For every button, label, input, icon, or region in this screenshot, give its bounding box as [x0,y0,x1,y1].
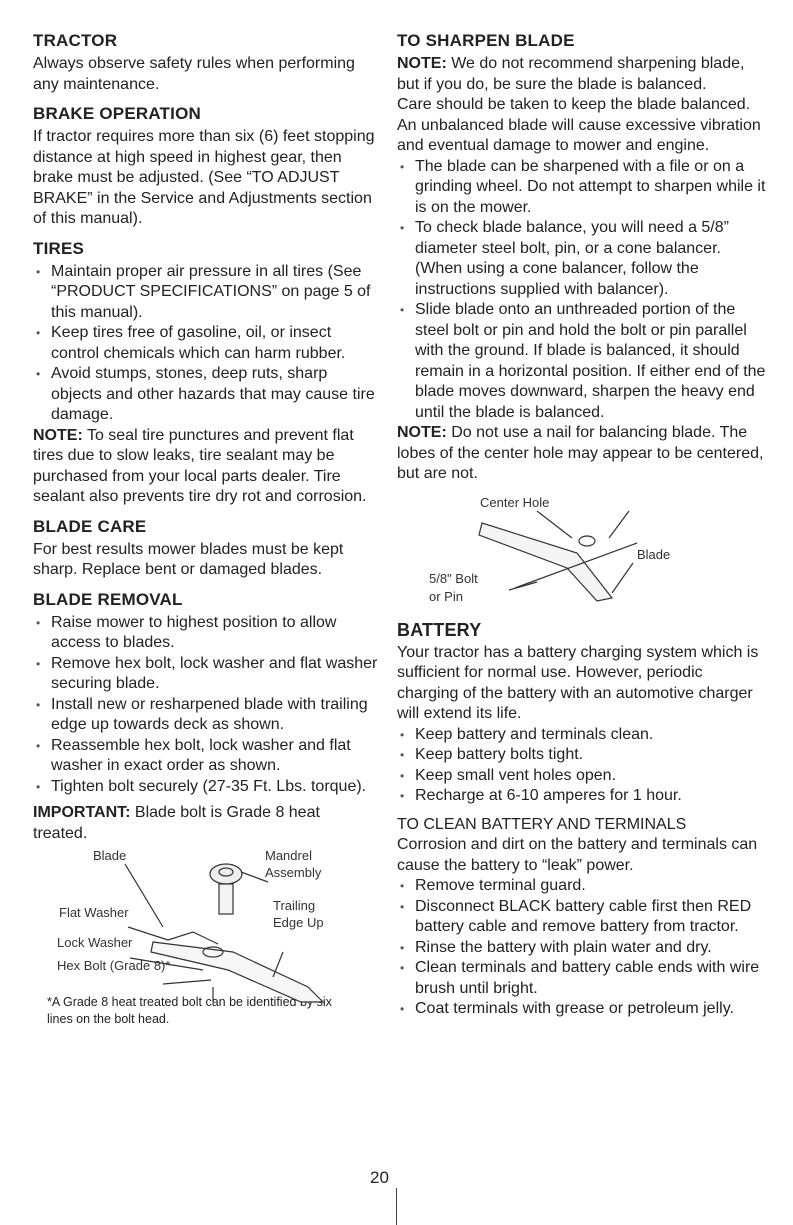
brake-section [33,103,378,230]
tractor-heading: TRACTOR [33,31,118,50]
important-text: Blade bolt is Grade 8 heat treated. [33,804,320,842]
list-item: • Keep battery bolts tight. [397,745,767,766]
list-item: • Install new or resharpened blade with trailing edge up towards deck as shown. [33,695,378,736]
battery-text: Your tractor has a battery charging system which is sufficient for normal use. However, periodic charging of the battery with an automotive charger will extend its life. [397,643,759,722]
list-item: • Maintain proper air pressure in all tires (See “PRODUCT SPECIFICATIONS” on page 5 of this manual). [33,262,378,324]
list-item: • To check blade balance, you will need a 5/8” diameter steel bolt, pin, or a cone balancer. (When using a cone balancer, follow the instructions supplied with balancer). [397,218,767,300]
list-item: • Keep battery and terminals clean. [397,725,767,746]
tractor-section [33,30,378,95]
right-column [397,30,767,1028]
left-column [33,30,378,1028]
sharpen-section [397,30,767,485]
sharpen-text: Care should be taken to keep the blade balanced. An unbalanced blade will cause excessive vibration and eventual damage to mower and engine. [397,96,761,154]
label-or-pin: or Pin [429,588,463,604]
clean-list [397,876,767,1020]
page-number: 20 [370,1168,389,1187]
blade-care-heading: BLADE CARE [33,516,147,536]
label-blade: Blade [637,546,671,562]
sharpen-note-2 [397,423,767,485]
label-trailing: Trailing [273,898,316,913]
blade-removal-section [33,589,378,845]
list-item: • Reassemble hex bolt, lock washer and flat washer in exact order as shown. [33,736,378,777]
battery-heading: BATTERY [397,619,482,640]
label-edge-up: Edge Up [273,915,324,930]
note-label: NOTE: [33,426,83,444]
list-item: • Tighten bolt securely (27-35 Ft. Lbs. torque). [33,777,378,798]
list-item: • Remove hex bolt, lock washer and flat washer securing blade. [33,654,378,695]
tires-heading: TIRES [33,238,85,258]
label-bolt: 5/8" Bolt [429,570,478,586]
list-item: • Keep tires free of gasoline, oil, or insect control chemicals which can harm rubber. [33,323,378,364]
list-item: • Rinse the battery with plain water and dry. [397,938,767,959]
list-item: • Keep small vent holes open. [397,766,767,787]
label-blade: Blade [93,848,127,863]
blade-care-text: For best results mower blades must be kept sharp. Replace bent or damaged blades. [33,540,344,578]
figure-caption: *A Grade 8 heat treated bolt can be identified by six lines on the bolt head. [47,995,332,1026]
label-assembly: Assembly [265,865,322,880]
brake-heading: BRAKE OPERATION [33,104,201,123]
list-item: • Recharge at 6-10 amperes for 1 hour. [397,786,767,807]
binding-line [396,1188,397,1225]
important-note [33,803,378,844]
sharpen-heading: TO SHARPEN BLADE [397,31,575,50]
clean-section [397,815,767,1020]
battery-section [397,619,767,807]
label-lock-washer: Lock Washer [57,935,133,950]
note-text: To seal tire punctures and prevent flat tires due to slow leaks, tire sealant may be purchased from your local parts dealer. Tire sealant also prevents tire dry rot and corrosion. [33,426,367,505]
note-label: NOTE: [397,55,447,72]
list-item: • Clean terminals and battery cable ends with wire brush until bright. [397,958,767,999]
blade-removal-heading: BLADE REMOVAL [33,589,183,609]
blade-removal-list [33,613,378,798]
tires-section [33,238,378,508]
brake-text: If tractor requires more than six (6) feet stopping distance at high speed in highest gear, then brake must be adjusted. (See “TO ADJUST BRAKE” in the Service and Adjustments section of this manual). [33,128,375,227]
note-text: We do not recommend sharpening blade, but if you do, be sure the blade is balanced. [397,55,745,93]
tractor-text: Always observe safety rules when performing any maintenance. [33,55,355,93]
list-item: • The blade can be sharpened with a file or on a grinding wheel. Do not attempt to sharpen while it is on the mower. [397,157,767,219]
list-item: • Raise mower to highest position to allow access to blades. [33,613,378,654]
list-item: • Slide blade onto an unthreaded portion of the steel bolt or pin and hold the bolt or pin parallel with the ground. If blade is balanced, it should remain in a horizontal position. If either end of the blade moves downward, sharpen the heavy end until the blade is balanced. [397,300,767,423]
balance-figure [397,493,767,613]
clean-heading: TO CLEAN BATTERY AND TERMINALS [397,815,687,833]
note-label: NOTE: [397,424,447,441]
list-item: • Coat terminals with grease or petroleum jelly. [397,999,767,1020]
sharpen-note [397,54,767,95]
list-item: • Disconnect BLACK battery cable first then RED battery cable and remove battery from tractor. [397,897,767,938]
blade-care-section [33,516,378,581]
label-center-hole: Center Hole [480,494,550,510]
blade-assembly-diagram [33,852,378,1012]
list-item: • Avoid stumps, stones, deep ruts, sharp objects and other hazards that may cause tire damage. [33,364,378,426]
battery-list [397,725,767,807]
note-text: Do not use a nail for balancing blade. The lobes of the center hole may appear to be centered, but are not. [397,424,764,482]
blade-assembly-figure [33,848,378,1012]
tires-note [33,426,378,508]
list-item: • Remove terminal guard. [397,876,767,897]
label-flat-washer: Flat Washer [59,905,129,920]
tires-list [33,262,378,426]
clean-text: Corrosion and dirt on the battery and terminals can cause the battery to “leak” power. [397,836,758,874]
sharpen-list [397,157,767,424]
important-label: IMPORTANT: [33,804,131,821]
label-hex-bolt: Hex Bolt (Grade 8)* [57,958,171,973]
label-mandrel: Mandrel [265,848,312,863]
